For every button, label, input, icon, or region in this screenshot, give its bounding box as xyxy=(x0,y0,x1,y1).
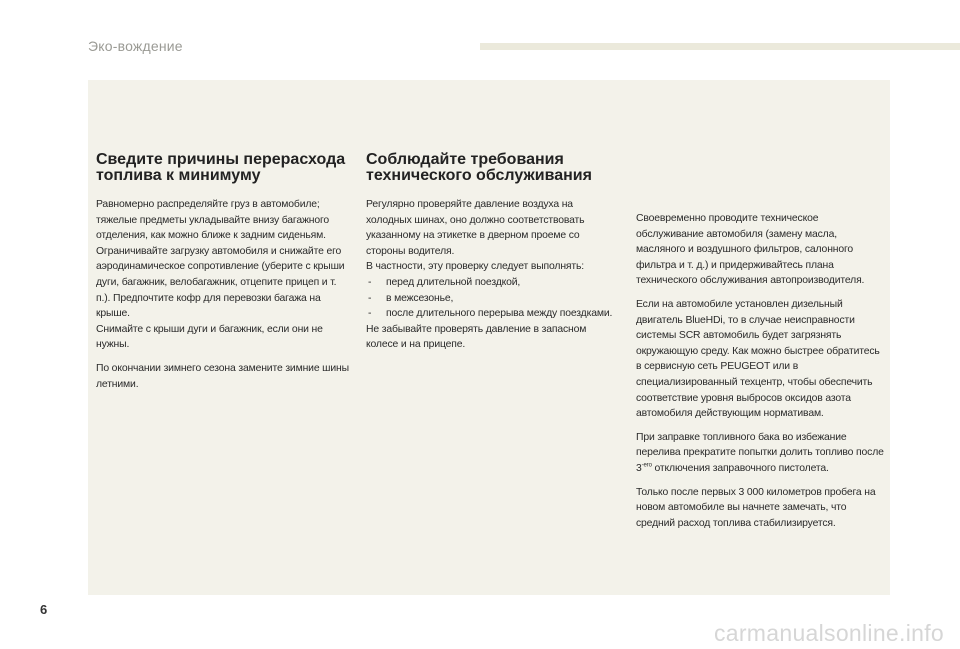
column-service xyxy=(636,211,886,539)
check-list xyxy=(366,275,616,322)
list-item: - в межсезонье, xyxy=(366,291,616,307)
list-item: - перед длительной поездкой, xyxy=(366,275,616,291)
paragraph: В частности, эту проверку следует выполнять: xyxy=(366,261,585,273)
page-number: 6 xyxy=(40,602,48,617)
column-maintenance xyxy=(366,152,616,361)
paragraph: Снимайте с крыши дуги и багажник, если они не нужны. xyxy=(96,323,323,351)
refuel-text-end: отключения заправочного пистолета. xyxy=(651,462,829,474)
watermark: carmanualsonline.info xyxy=(713,620,944,646)
paragraph: Только после первых 3 000 километров пробега на новом автомобиле вы начнете замечать, что средний расход топлива стабилизируется. xyxy=(636,486,876,529)
paragraph: Ограничивайте загрузку автомобиля и снижайте его аэродинамическое сопротивление (уберите с крыши дуги, багажник, велобагажник, отцепите прицеп и т. п.). Предпочтите кофр для перевозки багажа на крыше. xyxy=(96,245,345,320)
paragraph: Если на автомобиле установлен дизельный двигатель BlueHDi, то в случае неисправности системы SCR автомобиль будет загрязнять окружающую среду. Как можно быстрее обратитесь в сервисную сеть PEUGEOT или в специализированный техцентр, чтобы обеспечить соответствие уровня выбросов оксидов азота автомобиля действующим нормативам. xyxy=(636,298,880,420)
paragraph: Регулярно проверяйте давление воздуха на холодных шинах, оно должно соответствовать указанному на этикетке в дверном проеме со стороны водителя. xyxy=(366,199,585,257)
header-bar xyxy=(480,43,960,50)
paragraph: Своевременно проводите техническое обслуживание автомобиля (замену масла, масляного и воздушного фильтров, салонного фильтра и т. д.) и придерживайтесь плана технического обслуживания автопроизводителя. xyxy=(636,213,865,287)
paragraph: По окончании зимнего сезона замените зимние шины летними. xyxy=(96,362,349,390)
refuel-superscript: -его xyxy=(641,462,652,469)
section-title: Эко-вождение xyxy=(88,38,183,54)
paragraph: Равномерно распределяйте груз в автомобиле; тяжелые предметы укладывайте внизу багажного отделения, как можно ближе к задним сиденьям. xyxy=(96,199,330,242)
list-item: - после длительного перерыва между поездками. xyxy=(366,306,616,322)
paragraph-refuel xyxy=(636,430,886,477)
heading-maintenance: Соблюдайте требования технического обслуживания xyxy=(366,151,592,184)
refuel-text: При заправке топливного бака во избежание перелива прекратите попытки долить топливо после 3 xyxy=(636,431,884,474)
column-fuel-causes xyxy=(96,152,352,400)
paragraph: Не забывайте проверять давление в запасном колесе и на прицепе. xyxy=(366,323,587,351)
heading-fuel-causes: Сведите причины перерасхода топлива к минимуму xyxy=(96,151,346,184)
